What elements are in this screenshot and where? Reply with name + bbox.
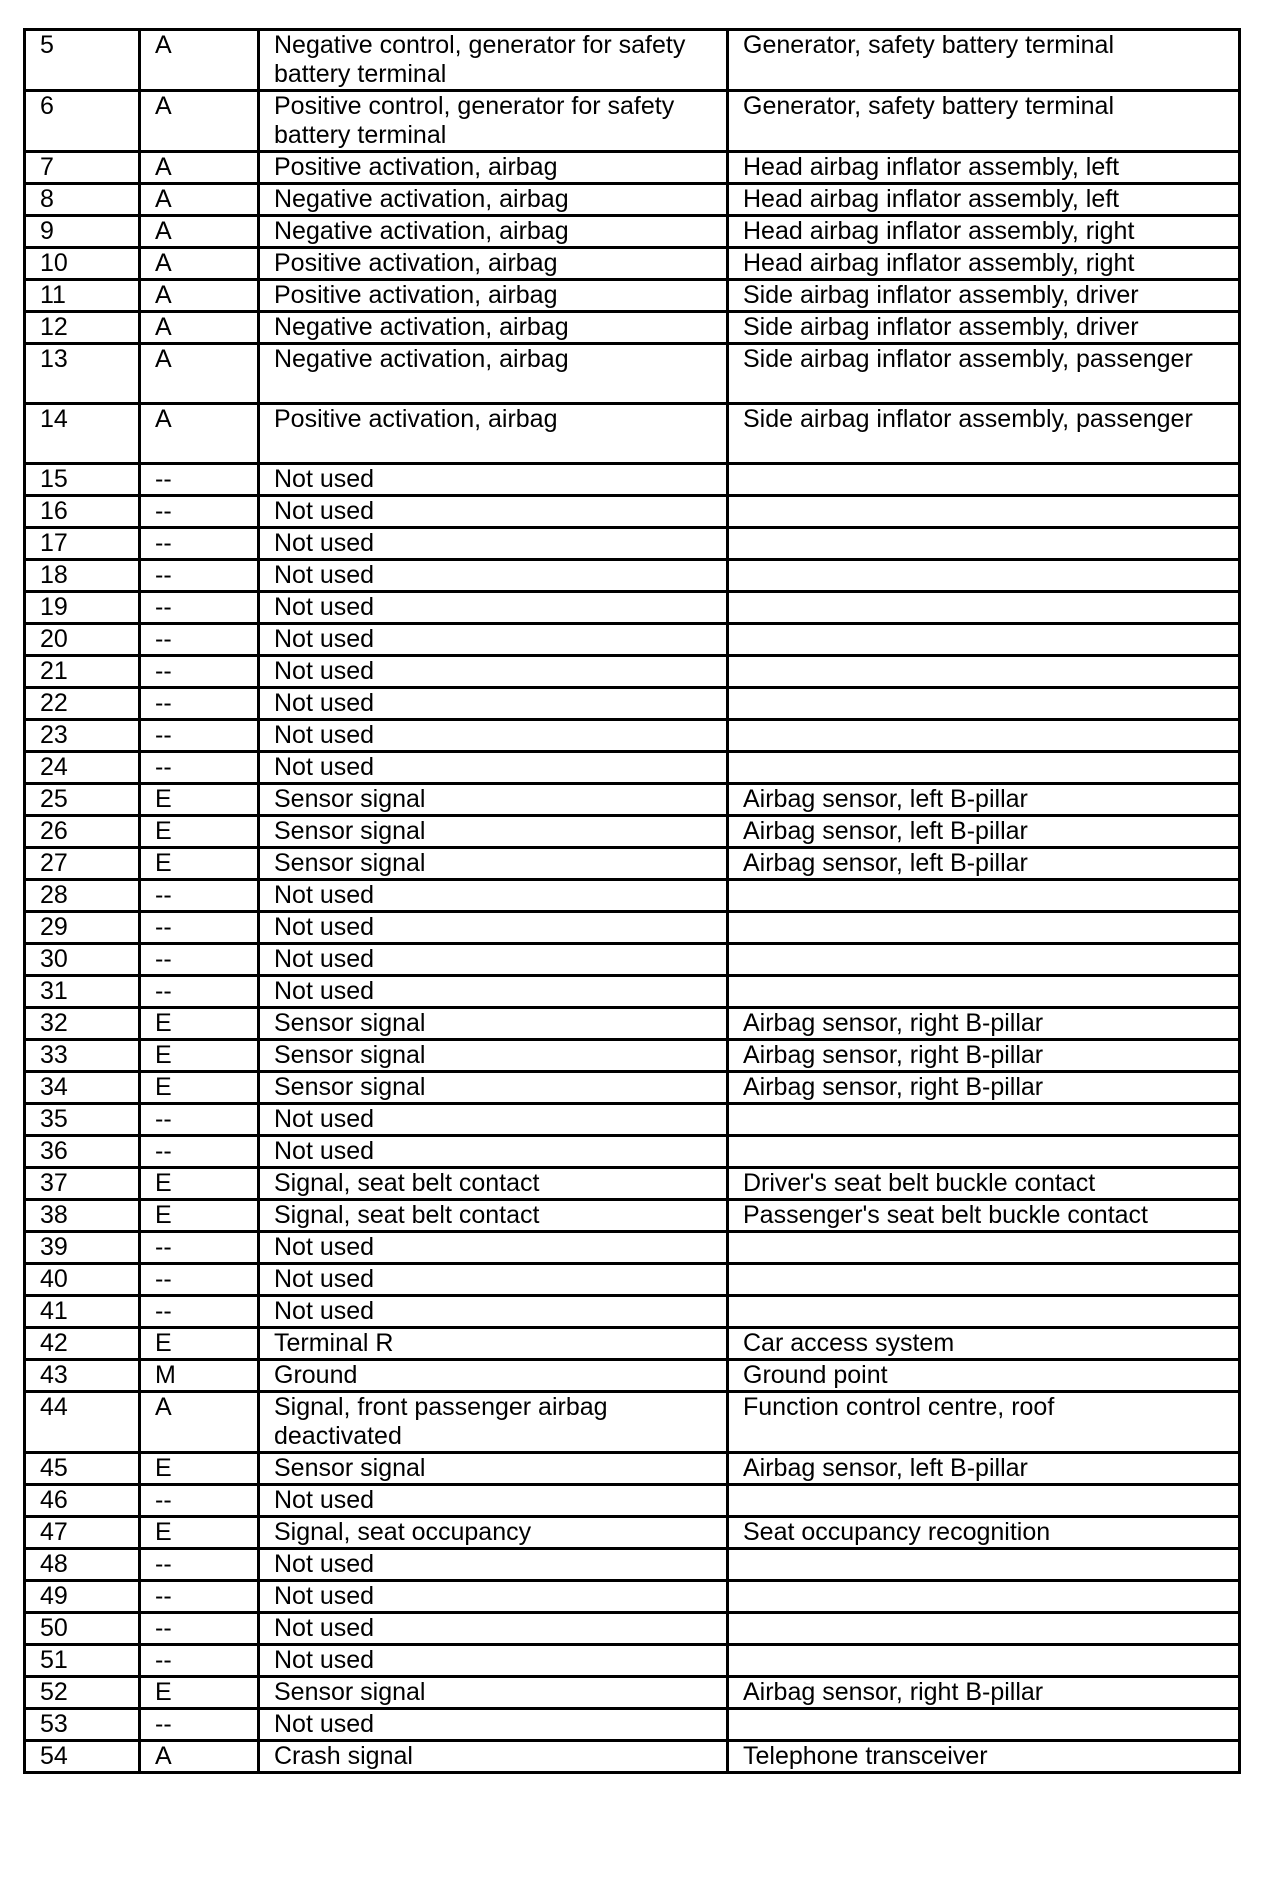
table-row	[25, 656, 1240, 688]
signal-type-cell: E	[140, 1200, 259, 1232]
table-row	[25, 1040, 1240, 1072]
signal-type-cell: --	[140, 1709, 259, 1741]
table-row	[25, 624, 1240, 656]
component-cell: Car access system	[728, 1328, 1240, 1360]
component-cell	[728, 1709, 1240, 1741]
signal-description-cell: Sensor signal	[259, 1072, 728, 1104]
pin-number-cell: 14	[25, 404, 140, 464]
signal-description-cell: Positive activation, airbag	[259, 280, 728, 312]
pin-number-cell: 13	[25, 344, 140, 404]
pin-number-cell: 47	[25, 1517, 140, 1549]
component-cell: Airbag sensor, right B-pillar	[728, 1008, 1240, 1040]
component-cell: Side airbag inflator assembly, driver	[728, 312, 1240, 344]
pin-number-cell: 39	[25, 1232, 140, 1264]
signal-type-cell: --	[140, 528, 259, 560]
pin-number-cell: 6	[25, 91, 140, 152]
signal-description-cell: Not used	[259, 1264, 728, 1296]
signal-description-cell: Not used	[259, 592, 728, 624]
signal-description-cell: Positive activation, airbag	[259, 248, 728, 280]
component-cell	[728, 752, 1240, 784]
pin-number-cell: 33	[25, 1040, 140, 1072]
pin-number-cell: 27	[25, 848, 140, 880]
pin-number-cell: 18	[25, 560, 140, 592]
signal-type-cell: --	[140, 560, 259, 592]
signal-type-cell: --	[140, 976, 259, 1008]
component-cell: Airbag sensor, right B-pillar	[728, 1040, 1240, 1072]
signal-type-cell: E	[140, 1453, 259, 1485]
component-cell: Seat occupancy recognition	[728, 1517, 1240, 1549]
table-row	[25, 1104, 1240, 1136]
pin-number-cell: 31	[25, 976, 140, 1008]
component-cell: Side airbag inflator assembly, driver	[728, 280, 1240, 312]
component-cell	[728, 1296, 1240, 1328]
component-cell: Generator, safety battery terminal	[728, 91, 1240, 152]
table-row	[25, 1168, 1240, 1200]
signal-description-cell: Not used	[259, 688, 728, 720]
component-cell	[728, 1104, 1240, 1136]
signal-description-cell: Signal, seat occupancy	[259, 1517, 728, 1549]
signal-type-cell: E	[140, 1328, 259, 1360]
table-row	[25, 1645, 1240, 1677]
table-row	[25, 1296, 1240, 1328]
signal-type-cell: --	[140, 720, 259, 752]
table-row	[25, 248, 1240, 280]
table-row	[25, 1485, 1240, 1517]
pin-number-cell: 50	[25, 1613, 140, 1645]
table-row	[25, 1677, 1240, 1709]
signal-type-cell: E	[140, 1040, 259, 1072]
table-row	[25, 784, 1240, 816]
table-row	[25, 944, 1240, 976]
pin-number-cell: 28	[25, 880, 140, 912]
signal-type-cell: M	[140, 1360, 259, 1392]
signal-type-cell: --	[140, 1104, 259, 1136]
signal-description-cell: Sensor signal	[259, 1677, 728, 1709]
signal-description-cell: Negative activation, airbag	[259, 184, 728, 216]
table-row	[25, 1392, 1240, 1453]
pin-number-cell: 52	[25, 1677, 140, 1709]
signal-description-cell: Not used	[259, 464, 728, 496]
table-row	[25, 560, 1240, 592]
signal-description-cell: Not used	[259, 560, 728, 592]
table-row	[25, 848, 1240, 880]
signal-type-cell: --	[140, 656, 259, 688]
signal-type-cell: E	[140, 1072, 259, 1104]
pin-assignment-table	[23, 28, 1241, 1774]
signal-description-cell: Not used	[259, 1645, 728, 1677]
component-cell	[728, 944, 1240, 976]
signal-type-cell: E	[140, 1168, 259, 1200]
table-row	[25, 1008, 1240, 1040]
table-row	[25, 464, 1240, 496]
component-cell	[728, 1549, 1240, 1581]
component-cell: Telephone transceiver	[728, 1741, 1240, 1773]
signal-type-cell: --	[140, 688, 259, 720]
table-row	[25, 152, 1240, 184]
component-cell	[728, 624, 1240, 656]
pin-number-cell: 21	[25, 656, 140, 688]
table-row	[25, 1549, 1240, 1581]
pin-number-cell: 36	[25, 1136, 140, 1168]
pin-table-body	[25, 30, 1240, 1773]
signal-type-cell: --	[140, 1549, 259, 1581]
table-row	[25, 312, 1240, 344]
signal-description-cell: Negative activation, airbag	[259, 344, 728, 404]
signal-description-cell: Not used	[259, 1104, 728, 1136]
signal-type-cell: --	[140, 944, 259, 976]
component-cell	[728, 1645, 1240, 1677]
table-row	[25, 1581, 1240, 1613]
signal-type-cell: --	[140, 464, 259, 496]
table-row	[25, 528, 1240, 560]
signal-type-cell: A	[140, 248, 259, 280]
signal-type-cell: --	[140, 752, 259, 784]
table-row	[25, 1360, 1240, 1392]
pin-number-cell: 49	[25, 1581, 140, 1613]
signal-type-cell: --	[140, 1645, 259, 1677]
pin-number-cell: 10	[25, 248, 140, 280]
pin-number-cell: 37	[25, 1168, 140, 1200]
table-row	[25, 496, 1240, 528]
component-cell	[728, 656, 1240, 688]
pin-number-cell: 25	[25, 784, 140, 816]
signal-description-cell: Signal, seat belt contact	[259, 1168, 728, 1200]
component-cell	[728, 496, 1240, 528]
pin-number-cell: 40	[25, 1264, 140, 1296]
table-row	[25, 1517, 1240, 1549]
signal-type-cell: --	[140, 1264, 259, 1296]
component-cell: Head airbag inflator assembly, left	[728, 152, 1240, 184]
component-cell	[728, 560, 1240, 592]
component-cell: Airbag sensor, left B-pillar	[728, 1453, 1240, 1485]
component-cell	[728, 720, 1240, 752]
table-row	[25, 912, 1240, 944]
signal-type-cell: A	[140, 344, 259, 404]
component-cell: Function control centre, roof	[728, 1392, 1240, 1453]
pin-number-cell: 23	[25, 720, 140, 752]
signal-type-cell: --	[140, 592, 259, 624]
component-cell	[728, 688, 1240, 720]
table-row	[25, 30, 1240, 91]
pin-number-cell: 51	[25, 1645, 140, 1677]
table-row	[25, 1709, 1240, 1741]
component-cell	[728, 1264, 1240, 1296]
signal-description-cell: Not used	[259, 496, 728, 528]
component-cell: Airbag sensor, left B-pillar	[728, 848, 1240, 880]
signal-description-cell: Not used	[259, 1549, 728, 1581]
component-cell	[728, 976, 1240, 1008]
pin-number-cell: 12	[25, 312, 140, 344]
pin-number-cell: 24	[25, 752, 140, 784]
component-cell: Airbag sensor, left B-pillar	[728, 784, 1240, 816]
pin-number-cell: 38	[25, 1200, 140, 1232]
component-cell: Passenger's seat belt buckle contact	[728, 1200, 1240, 1232]
component-cell: Side airbag inflator assembly, passenger	[728, 344, 1240, 404]
table-row	[25, 816, 1240, 848]
pin-number-cell: 20	[25, 624, 140, 656]
signal-description-cell: Positive activation, airbag	[259, 152, 728, 184]
signal-description-cell: Not used	[259, 1232, 728, 1264]
pin-assignment-sheet	[23, 28, 1241, 1774]
pin-number-cell: 48	[25, 1549, 140, 1581]
signal-type-cell: E	[140, 784, 259, 816]
signal-type-cell: A	[140, 91, 259, 152]
signal-type-cell: --	[140, 1232, 259, 1264]
signal-type-cell: A	[140, 1741, 259, 1773]
component-cell: Head airbag inflator assembly, left	[728, 184, 1240, 216]
table-row	[25, 1741, 1240, 1773]
pin-number-cell: 26	[25, 816, 140, 848]
table-row	[25, 688, 1240, 720]
table-row	[25, 976, 1240, 1008]
signal-description-cell: Sensor signal	[259, 848, 728, 880]
signal-type-cell: A	[140, 152, 259, 184]
pin-number-cell: 16	[25, 496, 140, 528]
table-row	[25, 1328, 1240, 1360]
table-row	[25, 184, 1240, 216]
component-cell: Head airbag inflator assembly, right	[728, 216, 1240, 248]
component-cell	[728, 1613, 1240, 1645]
component-cell: Side airbag inflator assembly, passenger	[728, 404, 1240, 464]
component-cell: Ground point	[728, 1360, 1240, 1392]
component-cell	[728, 528, 1240, 560]
signal-description-cell: Not used	[259, 624, 728, 656]
signal-type-cell: A	[140, 312, 259, 344]
pin-number-cell: 29	[25, 912, 140, 944]
signal-type-cell: --	[140, 880, 259, 912]
pin-number-cell: 17	[25, 528, 140, 560]
pin-number-cell: 41	[25, 1296, 140, 1328]
signal-description-cell: Terminal R	[259, 1328, 728, 1360]
signal-type-cell: E	[140, 848, 259, 880]
table-row	[25, 1200, 1240, 1232]
signal-type-cell: --	[140, 624, 259, 656]
table-row	[25, 592, 1240, 624]
signal-description-cell: Sensor signal	[259, 1040, 728, 1072]
pin-number-cell: 5	[25, 30, 140, 91]
table-row	[25, 720, 1240, 752]
table-row	[25, 752, 1240, 784]
signal-description-cell: Sensor signal	[259, 1008, 728, 1040]
signal-type-cell: --	[140, 1485, 259, 1517]
signal-type-cell: --	[140, 496, 259, 528]
table-row	[25, 1072, 1240, 1104]
pin-number-cell: 7	[25, 152, 140, 184]
component-cell	[728, 592, 1240, 624]
signal-type-cell: --	[140, 912, 259, 944]
signal-description-cell: Not used	[259, 752, 728, 784]
signal-type-cell: E	[140, 1517, 259, 1549]
pin-number-cell: 15	[25, 464, 140, 496]
table-row	[25, 280, 1240, 312]
pin-number-cell: 34	[25, 1072, 140, 1104]
signal-description-cell: Not used	[259, 1581, 728, 1613]
component-cell: Airbag sensor, right B-pillar	[728, 1677, 1240, 1709]
component-cell: Head airbag inflator assembly, right	[728, 248, 1240, 280]
signal-description-cell: Negative activation, airbag	[259, 216, 728, 248]
signal-type-cell: --	[140, 1136, 259, 1168]
signal-description-cell: Not used	[259, 1709, 728, 1741]
signal-description-cell: Not used	[259, 1136, 728, 1168]
pin-number-cell: 30	[25, 944, 140, 976]
signal-description-cell: Sensor signal	[259, 1453, 728, 1485]
pin-number-cell: 46	[25, 1485, 140, 1517]
signal-type-cell: --	[140, 1581, 259, 1613]
pin-number-cell: 11	[25, 280, 140, 312]
component-cell	[728, 1136, 1240, 1168]
component-cell: Airbag sensor, left B-pillar	[728, 816, 1240, 848]
signal-description-cell: Not used	[259, 528, 728, 560]
table-row	[25, 1613, 1240, 1645]
table-row	[25, 1264, 1240, 1296]
pin-number-cell: 8	[25, 184, 140, 216]
pin-number-cell: 19	[25, 592, 140, 624]
component-cell	[728, 880, 1240, 912]
signal-description-cell: Sensor signal	[259, 816, 728, 848]
component-cell: Generator, safety battery terminal	[728, 30, 1240, 91]
signal-description-cell: Negative control, generator for safety battery terminal	[259, 30, 728, 91]
component-cell: Airbag sensor, right B-pillar	[728, 1072, 1240, 1104]
signal-description-cell: Not used	[259, 656, 728, 688]
signal-description-cell: Not used	[259, 944, 728, 976]
signal-description-cell: Positive control, generator for safety battery terminal	[259, 91, 728, 152]
table-row	[25, 1136, 1240, 1168]
table-row	[25, 344, 1240, 404]
pin-number-cell: 45	[25, 1453, 140, 1485]
pin-number-cell: 9	[25, 216, 140, 248]
signal-type-cell: A	[140, 216, 259, 248]
table-row	[25, 1232, 1240, 1264]
table-row	[25, 880, 1240, 912]
signal-type-cell: A	[140, 184, 259, 216]
signal-description-cell: Not used	[259, 912, 728, 944]
pin-number-cell: 42	[25, 1328, 140, 1360]
signal-description-cell: Signal, seat belt contact	[259, 1200, 728, 1232]
pin-number-cell: 22	[25, 688, 140, 720]
component-cell	[728, 1232, 1240, 1264]
component-cell	[728, 912, 1240, 944]
signal-description-cell: Ground	[259, 1360, 728, 1392]
signal-type-cell: --	[140, 1296, 259, 1328]
pin-number-cell: 32	[25, 1008, 140, 1040]
component-cell	[728, 464, 1240, 496]
signal-description-cell: Not used	[259, 1296, 728, 1328]
table-row	[25, 216, 1240, 248]
component-cell	[728, 1485, 1240, 1517]
signal-description-cell: Negative activation, airbag	[259, 312, 728, 344]
signal-type-cell: E	[140, 1677, 259, 1709]
pin-number-cell: 53	[25, 1709, 140, 1741]
signal-type-cell: A	[140, 280, 259, 312]
pin-number-cell: 44	[25, 1392, 140, 1453]
signal-description-cell: Signal, front passenger airbag deactivated	[259, 1392, 728, 1453]
signal-description-cell: Not used	[259, 880, 728, 912]
signal-description-cell: Not used	[259, 1485, 728, 1517]
signal-type-cell: E	[140, 816, 259, 848]
signal-description-cell: Not used	[259, 1613, 728, 1645]
pin-number-cell: 54	[25, 1741, 140, 1773]
signal-type-cell: A	[140, 404, 259, 464]
component-cell	[728, 1581, 1240, 1613]
signal-type-cell: A	[140, 30, 259, 91]
pin-number-cell: 43	[25, 1360, 140, 1392]
signal-description-cell: Not used	[259, 976, 728, 1008]
table-row	[25, 91, 1240, 152]
signal-description-cell: Positive activation, airbag	[259, 404, 728, 464]
signal-type-cell: E	[140, 1008, 259, 1040]
signal-description-cell: Not used	[259, 720, 728, 752]
signal-type-cell: A	[140, 1392, 259, 1453]
signal-description-cell: Crash signal	[259, 1741, 728, 1773]
table-row	[25, 404, 1240, 464]
table-row	[25, 1453, 1240, 1485]
component-cell: Driver's seat belt buckle contact	[728, 1168, 1240, 1200]
signal-description-cell: Sensor signal	[259, 784, 728, 816]
pin-number-cell: 35	[25, 1104, 140, 1136]
signal-type-cell: --	[140, 1613, 259, 1645]
